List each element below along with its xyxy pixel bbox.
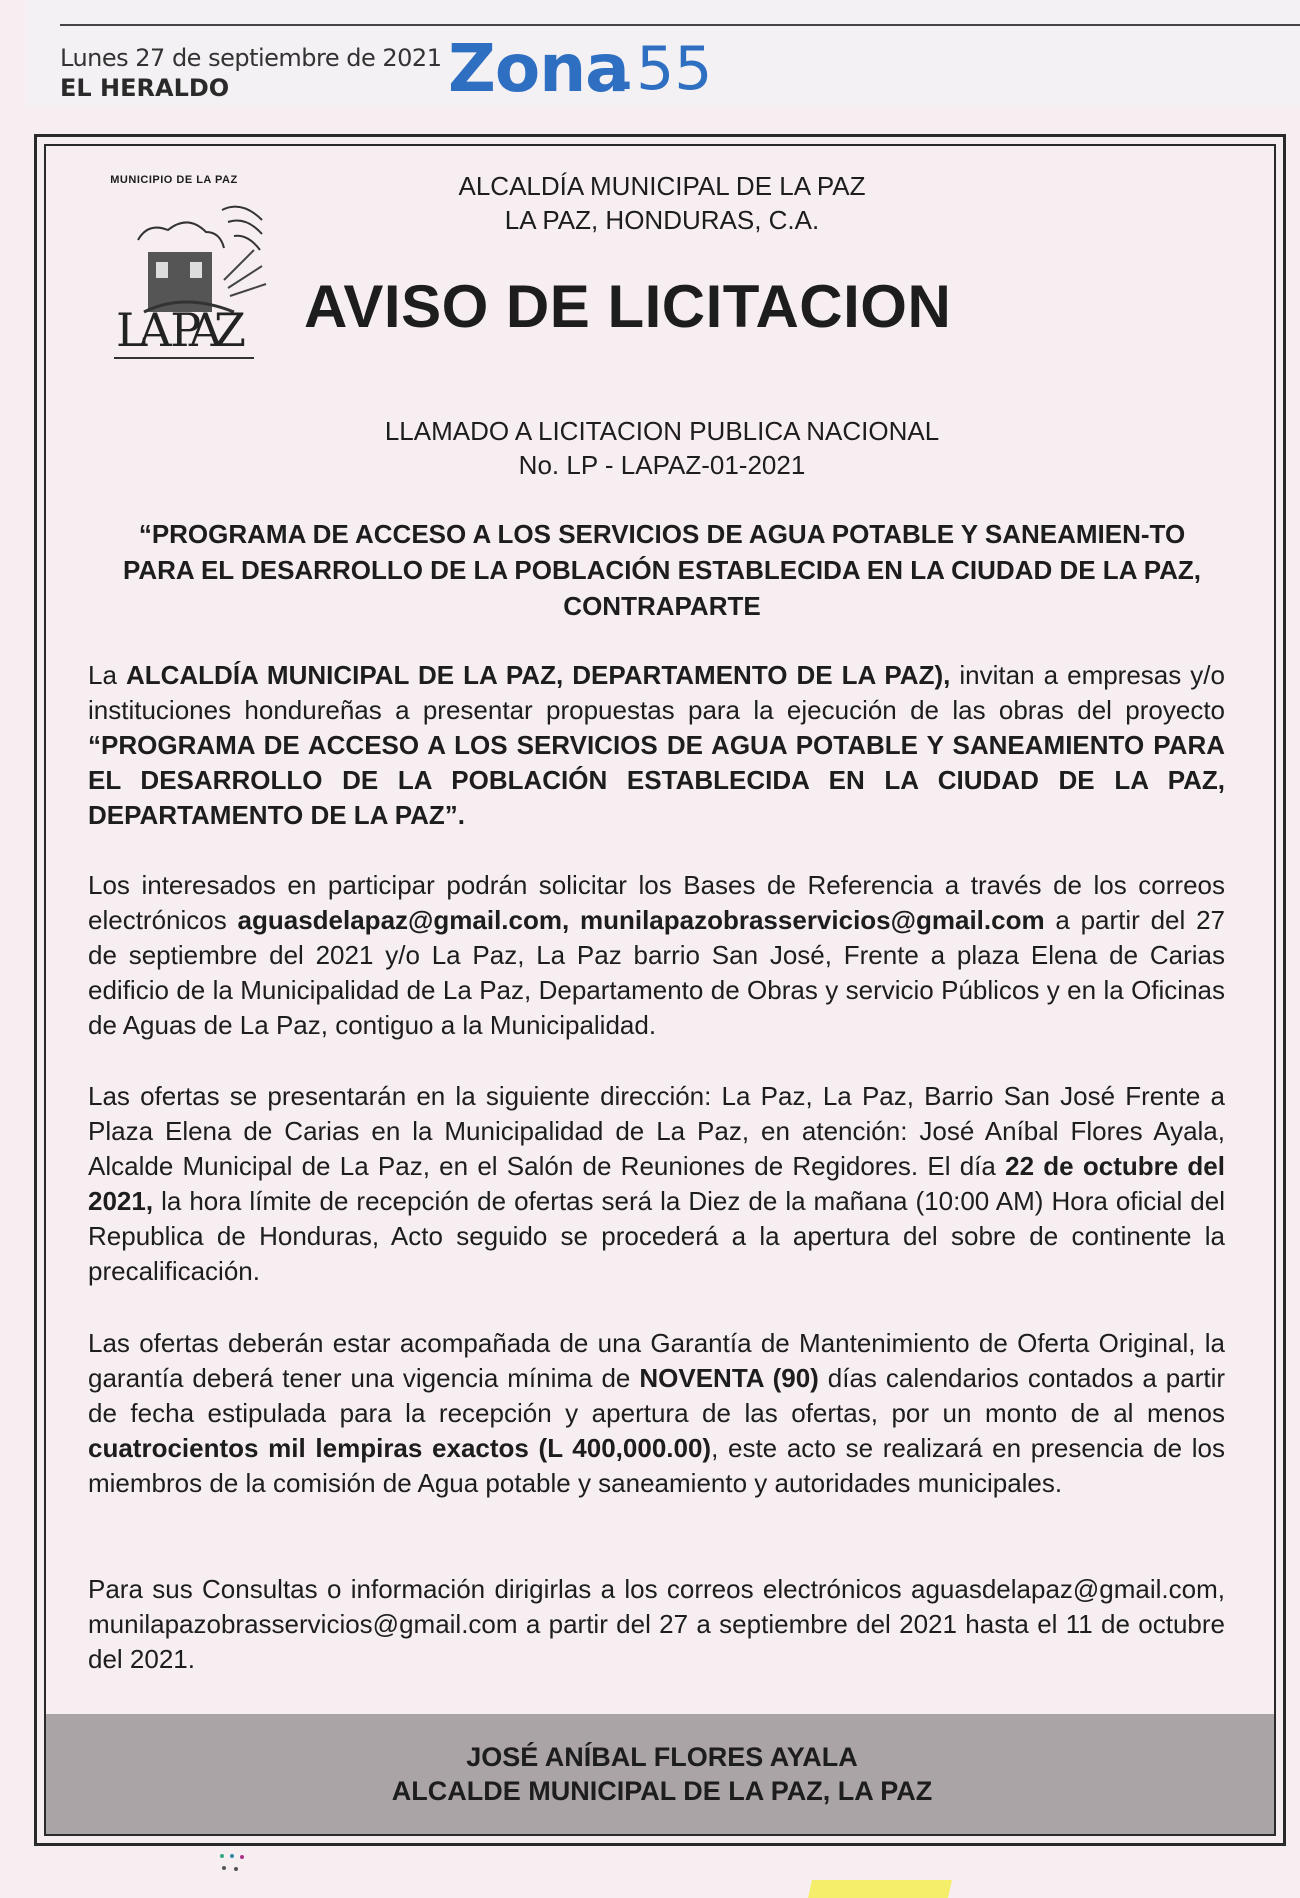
text-run: a partir del 27 de septiembre del 2021 y/o La Paz, La Paz barrio San José, Frente a plaza Elena de Carias edificio de la Municipalidad de La Paz, Departamento de Obras y servicio Públicos y en la Oficinas de Aguas de La Paz, contiguo a la Municipalidad. (88, 905, 1225, 1040)
newspaper-name: EL HERALDO (60, 74, 230, 102)
header-rule (60, 24, 1300, 26)
validity-days: NOVENTA (90) (639, 1363, 819, 1393)
page-number: .55 (617, 34, 713, 104)
text-run: días calendarios contados a partir de fecha estipulada para la recepción y apertura de las ofertas, por un monto de al menos (88, 1363, 1226, 1428)
signatory-name: JOSÉ ANÍBAL FLORES AYALA (466, 1742, 858, 1772)
signature-band (46, 1714, 1276, 1836)
text-run: Los interesados en participar podrán solicitar los Bases de Referencia a través de los correos electrónicos (88, 870, 1225, 935)
text-run: la hora límite de recepción de ofertas será la Diez de la mañana (10:00 AM) Hora oficial del Republica de Honduras, Acto seguido se procederá a la apertura del sobre de continente la precalificación. (88, 1186, 1225, 1286)
signatory-role: ALCALDE MUNICIPAL DE LA PAZ, LA PAZ (391, 1776, 933, 1806)
paragraph-contact: Para sus Consultas o información dirigirlas a los correos electrónicos aguasdelapaz@gmail.com, munilapazobrasservicios@gmail.com a partir del 27 a septiembre del 2021 hasta el 11 de octubre del 2021. (88, 1574, 1225, 1674)
deadline-date: 22 de octubre del 2021, (88, 1151, 1225, 1216)
section-name: Zona (448, 30, 629, 107)
paragraph-guarantee (88, 1326, 1225, 1501)
paragraph-invitation (88, 658, 1225, 833)
call-type: LLAMADO A LICITACION PUBLICA NACIONAL (384, 416, 940, 446)
paragraph-submission (88, 1079, 1225, 1289)
email-addresses: aguasdelapaz@gmail.com, munilapazobrasservicios@gmail.com (237, 905, 1045, 935)
notice-box (44, 144, 1276, 1836)
paragraph-bases (88, 868, 1225, 1043)
organization-location: LA PAZ, HONDURAS, C.A. (504, 205, 820, 235)
guarantee-amount: cuatrocientos mil lempiras exactos (L 400,000.00) (88, 1433, 712, 1463)
program-title: “PROGRAMA DE ACCESO A LOS SERVICIOS DE AGUA POTABLE Y SANEAMIEN-TO PARA EL DESARROLLO DE LA POBLACIÓN ESTABLECIDA EN LA CIUDAD DE LA PAZ, CONTRAPARTE (122, 519, 1202, 621)
notice-title: AVISO DE LICITACION (304, 273, 952, 340)
organization-name: ALCALDÍA MUNICIPAL DE LA PAZ (458, 171, 866, 201)
text-run: , este acto se realizará en presencia de los miembros de la comisión de Agua potable y saneamiento y autoridades municipales. (88, 1433, 1226, 1498)
publication-date: Lunes 27 de septiembre de 2021 (60, 44, 442, 72)
text-run: Las ofertas deberán estar acompañada de una Garantía de Mantenimiento de Oferta Original, la garantía deberá tener una vigencia mínima de (88, 1328, 1225, 1393)
call-number: No. LP - LAPAZ-01-2021 (518, 450, 806, 480)
text-run: La (88, 660, 126, 690)
svg-text:LA PAZ: LA PAZ (116, 303, 246, 357)
text-run: Las ofertas se presentarán en la siguiente dirección: La Paz, La Paz, Barrio San José Frente a Plaza Elena de Carias en la Municipalidad de La Paz, en atención: José Aníbal Flores Ayala, Alcalde Municipal de La Paz, en el Salón de Reuniones de Regidores. El día (88, 1081, 1225, 1181)
text-run: invitan a empresas y/o instituciones hondureñas a presentar propuestas para la ejecución de las obras del proyecto (88, 660, 1225, 725)
text-run-bold: “PROGRAMA DE ACCESO A LOS SERVICIOS DE AGUA POTABLE Y SANEAMIENTO PARA EL DESARROLLO DE LA POBLACIÓN ESTABLECIDA EN LA CIUDAD DE LA PAZ, DEPARTAMENTO DE LA PAZ”. (88, 730, 1225, 830)
highlight-mark (808, 1880, 952, 1898)
logo-header-text: MUNICIPIO DE LA PAZ (110, 174, 238, 186)
text-run-bold: ALCALDÍA MUNICIPAL DE LA PAZ, DEPARTAMENTO DE LA PAZ), (125, 660, 951, 690)
print-dots-icon (218, 1852, 248, 1876)
